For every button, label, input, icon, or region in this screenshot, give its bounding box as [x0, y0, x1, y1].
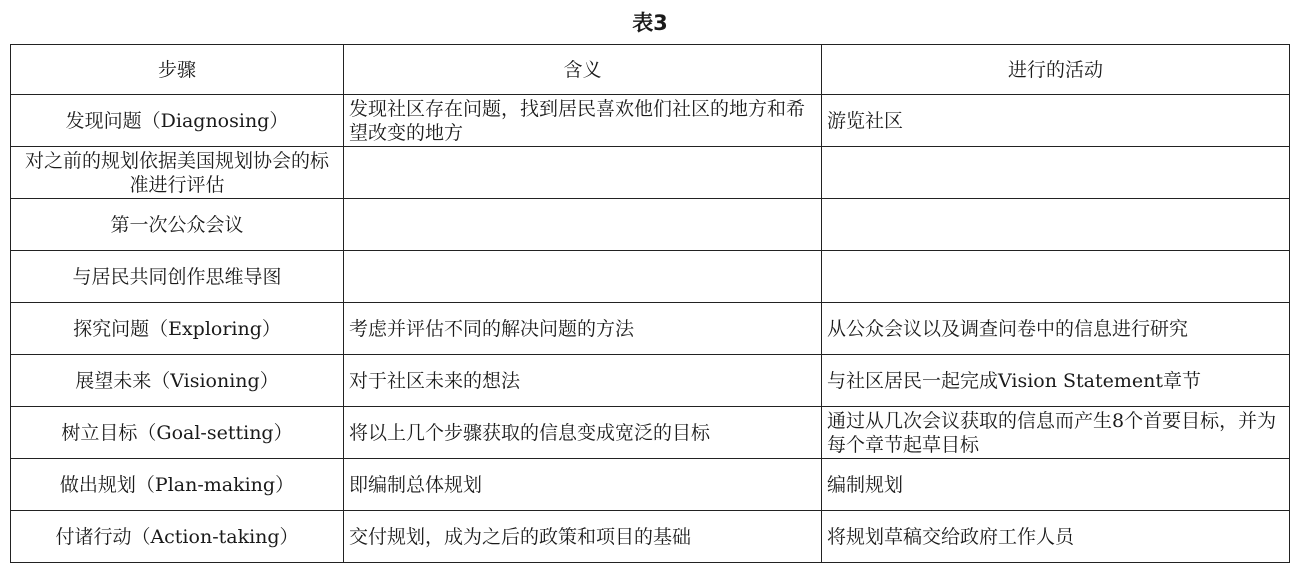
activity-cell: 从公众会议以及调查问卷中的信息进行研究	[822, 303, 1290, 355]
table-row	[11, 407, 1290, 459]
meaning-cell: 即编制总体规划	[344, 459, 822, 511]
table-row	[11, 147, 1290, 199]
activity-cell: 编制规划	[822, 459, 1290, 511]
activity-cell: 游览社区	[822, 95, 1290, 147]
activity-cell	[822, 199, 1290, 251]
meaning-cell: 交付规划，成为之后的政策和项目的基础	[344, 511, 822, 563]
activity-cell	[822, 147, 1290, 199]
table-row	[11, 95, 1290, 147]
meaning-cell: 发现社区存在问题，找到居民喜欢他们社区的地方和希望改变的地方	[344, 95, 822, 147]
table-row	[11, 355, 1290, 407]
table-row	[11, 303, 1290, 355]
table-title: 表3	[632, 11, 668, 35]
activity-cell: 将规划草稿交给政府工作人员	[822, 511, 1290, 563]
meaning-cell: 对于社区未来的想法	[344, 355, 822, 407]
step-cell: 做出规划（Plan-making）	[11, 459, 344, 511]
header-meaning: 含义	[344, 45, 822, 95]
table-row	[11, 511, 1290, 563]
step-cell: 探究问题（Exploring）	[11, 303, 344, 355]
meaning-cell: 将以上几个步骤获取的信息变成宽泛的目标	[344, 407, 822, 459]
activity-cell: 与社区居民一起完成Vision Statement章节	[822, 355, 1290, 407]
header-row	[11, 45, 1290, 95]
meaning-cell	[344, 251, 822, 303]
step-cell: 付诸行动（Action-taking）	[11, 511, 344, 563]
table-row	[11, 251, 1290, 303]
meaning-cell: 考虑并评估不同的解决问题的方法	[344, 303, 822, 355]
step-cell: 展望未来（Visioning）	[11, 355, 344, 407]
step-cell: 与居民共同创作思维导图	[11, 251, 344, 303]
meaning-cell	[344, 147, 822, 199]
step-cell: 第一次公众会议	[11, 199, 344, 251]
activity-cell	[822, 251, 1290, 303]
header-activity: 进行的活动	[822, 45, 1290, 95]
step-cell: 树立目标（Goal-setting）	[11, 407, 344, 459]
planning-steps-table	[10, 44, 1290, 563]
step-cell: 发现问题（Diagnosing）	[11, 95, 344, 147]
activity-cell: 通过从几次会议获取的信息而产生8个首要目标，并为每个章节起草目标	[822, 407, 1290, 459]
meaning-cell	[344, 199, 822, 251]
header-step: 步骤	[11, 45, 344, 95]
table-row	[11, 199, 1290, 251]
table-row	[11, 459, 1290, 511]
step-cell: 对之前的规划依据美国规划协会的标准进行评估	[11, 147, 344, 199]
